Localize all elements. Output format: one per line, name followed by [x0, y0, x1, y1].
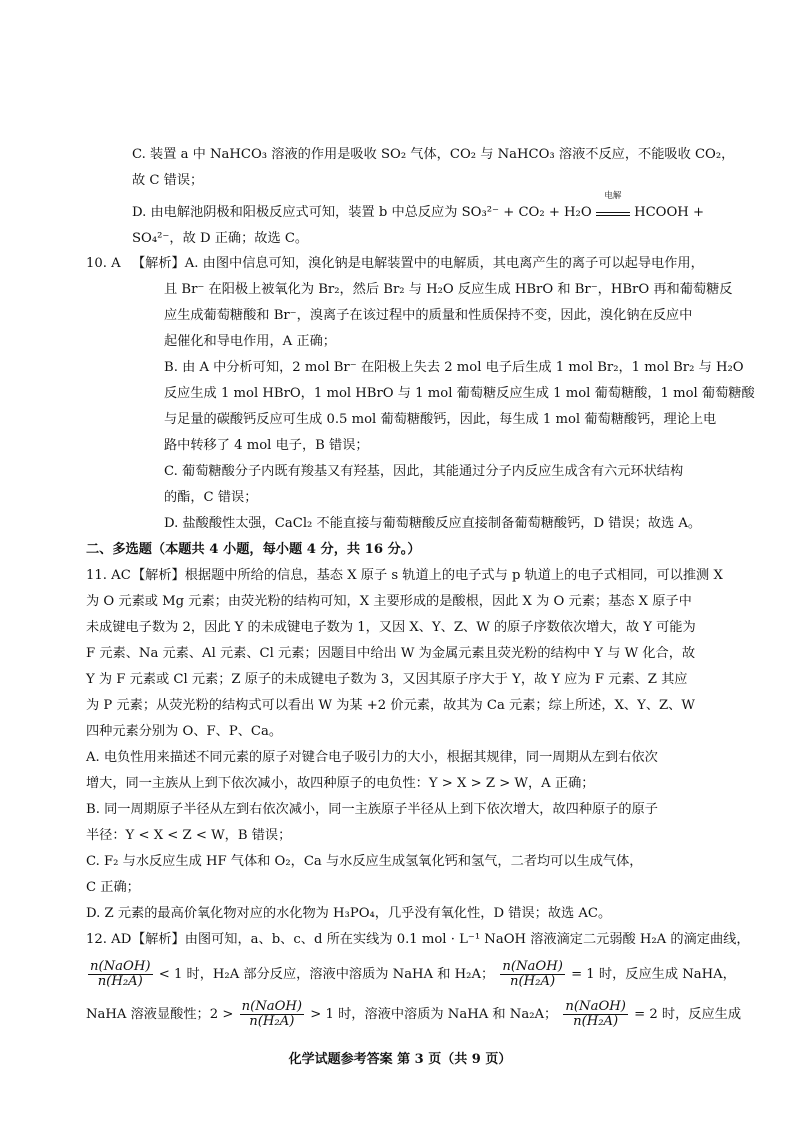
electrolysis-arrow: [596, 191, 630, 216]
text-line: 路中转移了 4 mol 电子，B 错误；: [164, 438, 369, 453]
text-line: B. 同一周期原子半径从左到右依次减小，同一主族原子半径从上到下依次增大，故四种原子的原子: [86, 802, 658, 817]
text-line: Y 为 F 元素或 Cl 元素；Z 原子的未成键电子数为 3，又因其原子序大于 Y，故 Y 应为 F 元素、Z 其应: [86, 672, 688, 687]
text-line: 且 Br⁻ 在阳极上被氧化为 Br₂，然后 Br₂ 与 H₂O 反应生成 HBrO 和 Br⁻，HBrO 再和葡萄糖反: [164, 282, 733, 297]
equation-rhs: HCOOH +: [634, 205, 705, 220]
text-line: C. 葡萄糖酸分子内既有羧基又有羟基，因此，其能通过分子内反应生成含有六元环状结构: [164, 464, 684, 479]
page-footer: 化学试题参考答案 第 3 页（共 9 页）: [288, 1052, 512, 1067]
text-line: 为 P 元素；从荧光粉的结构式可以看出 W 为某 +2 价元素，故其为 Ca 元素；综上所述，X、Y、Z、W: [86, 698, 695, 713]
question-number: 10. A: [86, 256, 121, 271]
text-line: 的酯，C 错误；: [164, 490, 258, 505]
question-number: 12. AD: [86, 932, 132, 947]
text-line: B. 由 A 中分析可知，2 mol Br⁻ 在阳极上失去 2 mol 电子后生成 1 mol Br₂，1 mol Br₂ 与 H₂O: [164, 360, 744, 375]
text-line: 未成键电子数为 2，因此 Y 的未成键电子数为 1，又因 X、Y、Z、W 的原子序数依次增大，故 Y 可能为: [86, 620, 696, 635]
text-line: 【解析】A. 由图中信息可知，溴化钠是电解装置中的电解质，其电离产生的离子可以起导电作用，: [132, 256, 704, 271]
text-line: 四种元素分别为 O、F、P、Ca。: [86, 724, 283, 739]
text-line: 与足量的碳酸钙反应可生成 0.5 mol 葡萄糖酸钙，因此，每生成 1 mol 葡萄糖酸钙，理论上电: [164, 412, 717, 427]
equation-lhs: D. 由电解池阴极和阳极反应式可知，装置 b 中总反应为 SO₃²⁻ + CO₂ + H₂O: [132, 205, 592, 220]
section-heading: 二、多选题（本题共 4 小题，每小题 4 分，共 16 分。）: [86, 542, 421, 557]
text-line: 故 C 错误；: [132, 173, 204, 188]
text-line: C 正确；: [86, 880, 140, 895]
text-line: SO₄²⁻，故 D 正确；故选 C。: [132, 231, 309, 246]
text-line: 【解析】根据题中所给的信息，基态 X 原子 s 轨道上的电子式与 p 轨道上的电子式相同，可以推测 X: [132, 568, 723, 583]
text-line: C. F₂ 与水反应生成 HF 气体和 O₂，Ca 与水反应生成氢氧化钙和氢气，二者均可以生成气体，: [86, 854, 643, 869]
text-line: $\frac{\text{n(NaOH)}}{\text{n(H₂A)}}$ < 1 时，H₂A 部分反应，溶液中溶质为 NaHA 和 H₂A； $\frac{\text{n(NaOH)}}{\text{n(H₂A)}}$ = 1 时，反应生成 NaHA，: [90, 959, 736, 989]
text-line: A. 电负性用来描述不同元素的原子对键合电子吸引力的大小，根据其规律，同一周期从左到右依次: [86, 750, 658, 765]
question-number: 11. AC: [86, 568, 131, 583]
text-line: 起催化和导电作用，A 正确；: [164, 334, 336, 349]
text-line: 应生成葡萄糖酸和 Br⁻，溴离子在该过程中的质量和性质保持不变，因此，溴化钠在反应中: [164, 308, 693, 323]
ratio-fraction: $\frac{\text{n(NaOH)}}{\text{n(H₂A)}}$: [241, 999, 303, 1029]
text-line: 为 O 元素或 Mg 元素；由荧光粉的结构可知，X 主要形成的是酸根，因此 X 为 O 元素；基态 X 原子中: [86, 594, 692, 609]
text-line: F 元素、Na 元素、Al 元素、Cl 元素；因题目中给出 W 为金属元素且荧光粉的结构中 Y 与 W 化合，故: [86, 646, 696, 661]
text-line: D. 盐酸酸性太强，CaCl₂ 不能直接与葡萄糖酸反应直接制备葡萄糖酸钙，D 错误；故选 A。: [164, 516, 702, 531]
text-line: D. Z 元素的最高价氧化物对应的水化物为 H₃PO₄，几乎没有氧化性，D 错误；故选 AC。: [86, 906, 612, 921]
text-line: 反应生成 1 mol HBrO，1 mol HBrO 与 1 mol 葡萄糖反应生成 1 mol 葡萄糖酸，1 mol 葡萄糖酸: [164, 386, 755, 401]
ratio-fraction: $\frac{\text{n(NaOH)}}{\text{n(H₂A)}}$: [502, 959, 563, 989]
text-line: [132, 191, 705, 226]
text-line: C. 装置 a 中 NaHCO₃ 溶液的作用是吸收 SO₂ 气体，CO₂ 与 NaHCO₃ 溶液不反应，不能吸收 CO₂，: [132, 147, 735, 162]
text-line: NaHA 溶液显酸性；2 > $\frac{\text{n(NaOH)}}{\text{n(H₂A)}}$ > 1 时，溶液中溶质为 NaHA 和 Na₂A； $\frac{\text{n(NaOH)}}{\text{n(H₂A)}}$ = 2 时，反应生成: [86, 999, 742, 1029]
text-line: 【解析】由图可知，a、b、c、d 所在实线为 0.1 mol · L⁻¹ NaOH 溶液滴定二元弱酸 H₂A 的滴定曲线，: [132, 932, 750, 947]
ratio-fraction: $\frac{\text{n(NaOH)}}{\text{n(H₂A)}}$: [90, 959, 151, 989]
text-line: 增大，同一主族从上到下依次减小，故四种原子的电负性：Y > X > Z > W，A 正确；: [86, 776, 595, 791]
ratio-fraction: $\frac{\text{n(NaOH)}}{\text{n(H₂A)}}$: [565, 999, 626, 1029]
text-line: 半径：Y < X < Z < W，B 错误；: [86, 828, 292, 843]
electrolysis-label: 电解: [604, 191, 622, 201]
